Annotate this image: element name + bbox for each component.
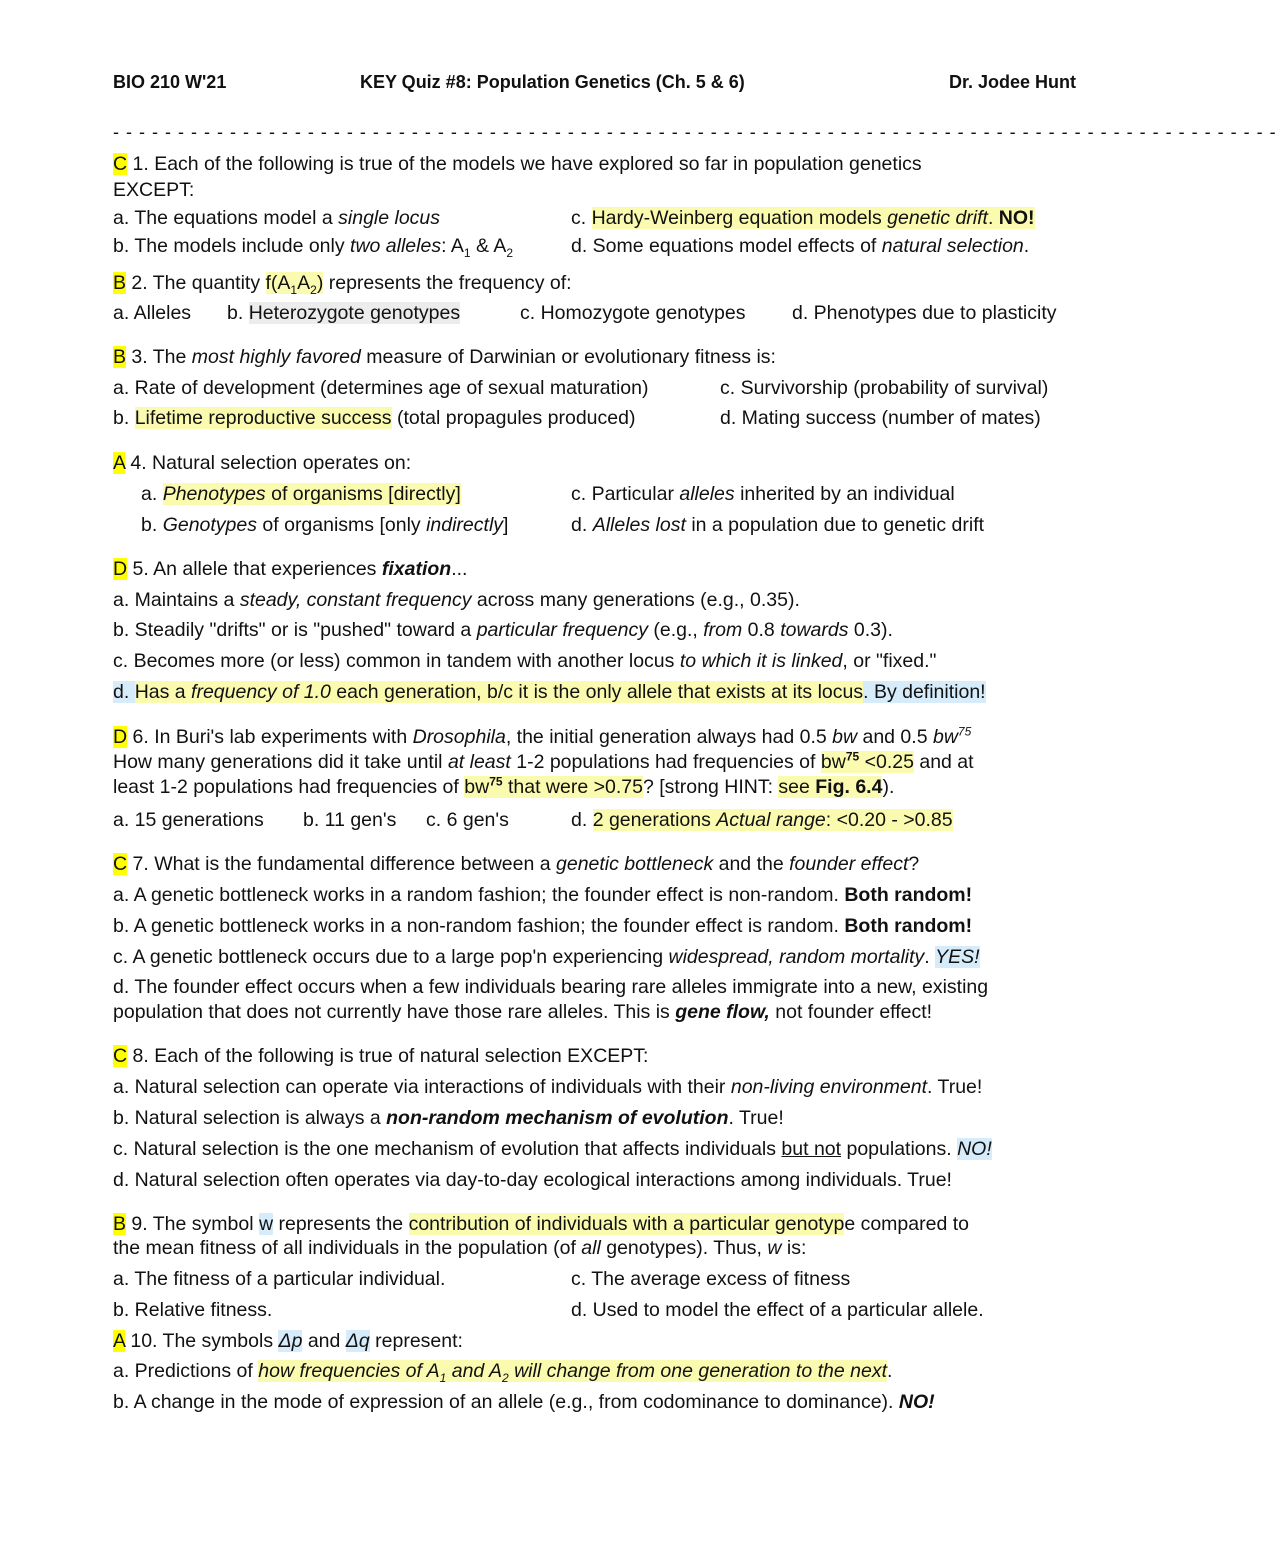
course-code: BIO 210 W'21 xyxy=(113,72,227,92)
instructor-name: Dr. Jodee Hunt xyxy=(948,72,1076,92)
q10-stem: A 10. The symbols Δp and Δq represent: xyxy=(113,1330,463,1352)
q6-stem-1: D 6. In Buri's lab experiments with Drosophila, the initial generation always had 0.5 bw and 0.5 $bw^{75}$ xyxy=(113,724,972,748)
q8-option-b: b. Natural selection is always a non-random mechanism of evolution. True! xyxy=(113,1107,784,1129)
q8-answer: C xyxy=(113,1045,128,1067)
q1-option-d: d. Some equations model effects of natural selection. xyxy=(571,235,1030,257)
q8-option-a: a. Natural selection can operate via interactions of individuals with their non-living environment. True! xyxy=(113,1076,983,1098)
q9-stem-1: B 9. The symbol w represents the contribution of individuals with a particular genotype compared to xyxy=(113,1213,969,1235)
q10-option-a: a. Predictions of how frequencies of $A_1$ and $A_2$ will change from one generation to the next. xyxy=(113,1360,893,1385)
q6-option-d: d. 2 generations Actual range: <0.20 - >0.85 xyxy=(571,809,953,831)
dashed-divider: - - - - - - - - - - - - - - - - - - - - - - - - - - - - - - - - - - - - - - - - - - - - - - - - - - - - - - - - - - - - - - - - - - - - - - - - - - - - - - - - - - - - - - - - - - xyxy=(113,122,1277,142)
q9-option-a: a. The fitness of a particular individual. xyxy=(113,1268,446,1290)
q3-option-c: c. Survivorship (probability of survival) xyxy=(720,377,1049,399)
q10-answer: A xyxy=(113,1330,125,1352)
q8-stem: C 8. Each of the following is true of natural selection EXCEPT: xyxy=(113,1045,649,1067)
q9-stem-2: the mean fitness of all individuals in the population (of all genotypes). Thus, w is: xyxy=(113,1237,807,1259)
q6-stem-2: How many generations did it take until at least 1-2 populations had frequencies of $bw^{75} <0.25$ and at xyxy=(113,749,974,773)
q1-stem: C 1. Each of the following is true of the models we have explored so far in population genetics xyxy=(113,153,922,175)
q2-option-a: a. Alleles xyxy=(113,302,192,324)
q7-option-a: a. A genetic bottleneck works in a random fashion; the founder effect is non-random. Both random! xyxy=(113,884,973,906)
q5-option-a: a. Maintains a steady, constant frequency across many generations (e.g., 0.35). xyxy=(113,589,800,611)
q1-option-a: a. The equations model a single locus xyxy=(113,207,441,229)
q6-option-c: c. 6 gen's xyxy=(426,809,509,831)
q9-answer: B xyxy=(113,1213,127,1235)
q2-option-d: d. Phenotypes due to plasticity xyxy=(792,302,1057,324)
q3-stem: B 3. The most highly favored measure of Darwinian or evolutionary fitness is: xyxy=(113,346,776,368)
q2-option-c: c. Homozygote genotypes xyxy=(520,302,746,324)
q7-answer: C xyxy=(113,853,128,875)
q1-option-c: c. Hardy-Weinberg equation models genetic drift. NO! xyxy=(571,207,1035,229)
q3-option-a: a. Rate of development (determines age of sexual maturation) xyxy=(113,377,649,399)
q1-answer: C xyxy=(113,153,128,175)
q7-option-b: b. A genetic bottleneck works in a non-random fashion; the founder effect is random. Both random! xyxy=(113,915,973,937)
q3-option-d: d. Mating success (number of mates) xyxy=(720,407,1041,429)
q2-answer: B xyxy=(113,272,127,294)
q9-option-d: d. Used to model the effect of a particular allele. xyxy=(571,1299,984,1321)
q6-answer: D xyxy=(113,726,128,748)
q4-answer: A xyxy=(113,452,125,474)
q6-option-b: b. 11 gen's xyxy=(303,809,397,831)
q2-option-b: b. Heterozygote genotypes xyxy=(227,302,461,324)
q1-stem-cont: EXCEPT: xyxy=(113,179,195,201)
q5-option-b: b. Steadily "drifts" or is "pushed" toward a particular frequency (e.g., from 0.8 towards 0.3). xyxy=(113,619,893,641)
q5-answer: D xyxy=(113,558,128,580)
q7-stem: C 7. What is the fundamental difference between a genetic bottleneck and the founder effect? xyxy=(113,853,920,875)
q10-option-b: b. A change in the mode of expression of an allele (e.g., from codominance to dominance). NO! xyxy=(113,1391,935,1413)
q5-stem: D 5. An allele that experiences fixation... xyxy=(113,558,468,580)
q5-option-d: d. Has a frequency of 1.0 each generation, b/c it is the only allele that exists at its locus. By definition! xyxy=(113,681,986,703)
q2-stem: B 2. The quantity $f(A_1A_2)$ represents the frequency of: xyxy=(113,272,572,297)
q8-option-d: d. Natural selection often operates via day-to-day ecological interactions among individuals. True! xyxy=(113,1169,952,1191)
q4-stem: A 4. Natural selection operates on: xyxy=(113,452,412,474)
q7-option-d-cont: population that does not currently have those rare alleles. This is gene flow, not founder effect! xyxy=(113,1001,933,1023)
q9-option-b: b. Relative fitness. xyxy=(113,1299,273,1321)
q8-option-c: c. Natural selection is the one mechanism of evolution that affects individuals but not populations. NO! xyxy=(113,1138,992,1160)
q6-stem-3: least 1-2 populations had frequencies of $bw^{75}$ that were >0.75? [strong HINT: see Fig. 6.4). xyxy=(113,774,895,798)
q5-option-c: c. Becomes more (or less) common in tandem with another locus to which it is linked, or "fixed." xyxy=(113,650,937,672)
q4-option-d: d. Alleles lost in a population due to genetic drift xyxy=(571,514,985,536)
q3-option-b: b. Lifetime reproductive success (total propagules produced) xyxy=(113,407,636,429)
q4-option-b: b. Genotypes of organisms [only indirectly] xyxy=(141,514,509,536)
q1-option-b: b. The models include only two alleles: $A_1$ & $A_2$ xyxy=(113,235,514,260)
quiz-title: KEY Quiz #8: Population Genetics (Ch. 5 & 6) xyxy=(360,72,745,92)
q6-option-a: a. 15 generations xyxy=(113,809,264,831)
q4-option-c: c. Particular alleles inherited by an individual xyxy=(571,483,955,505)
q3-answer: B xyxy=(113,346,127,368)
q4-option-a: a. Phenotypes of organisms [directly] xyxy=(141,483,461,505)
q9-option-c: c. The average excess of fitness xyxy=(571,1268,851,1290)
q7-option-c: c. A genetic bottleneck occurs due to a large pop'n experiencing widespread, random mortality. YES! xyxy=(113,946,980,968)
q7-option-d: d. The founder effect occurs when a few individuals bearing rare alleles immigrate into a new, existing xyxy=(113,976,989,998)
